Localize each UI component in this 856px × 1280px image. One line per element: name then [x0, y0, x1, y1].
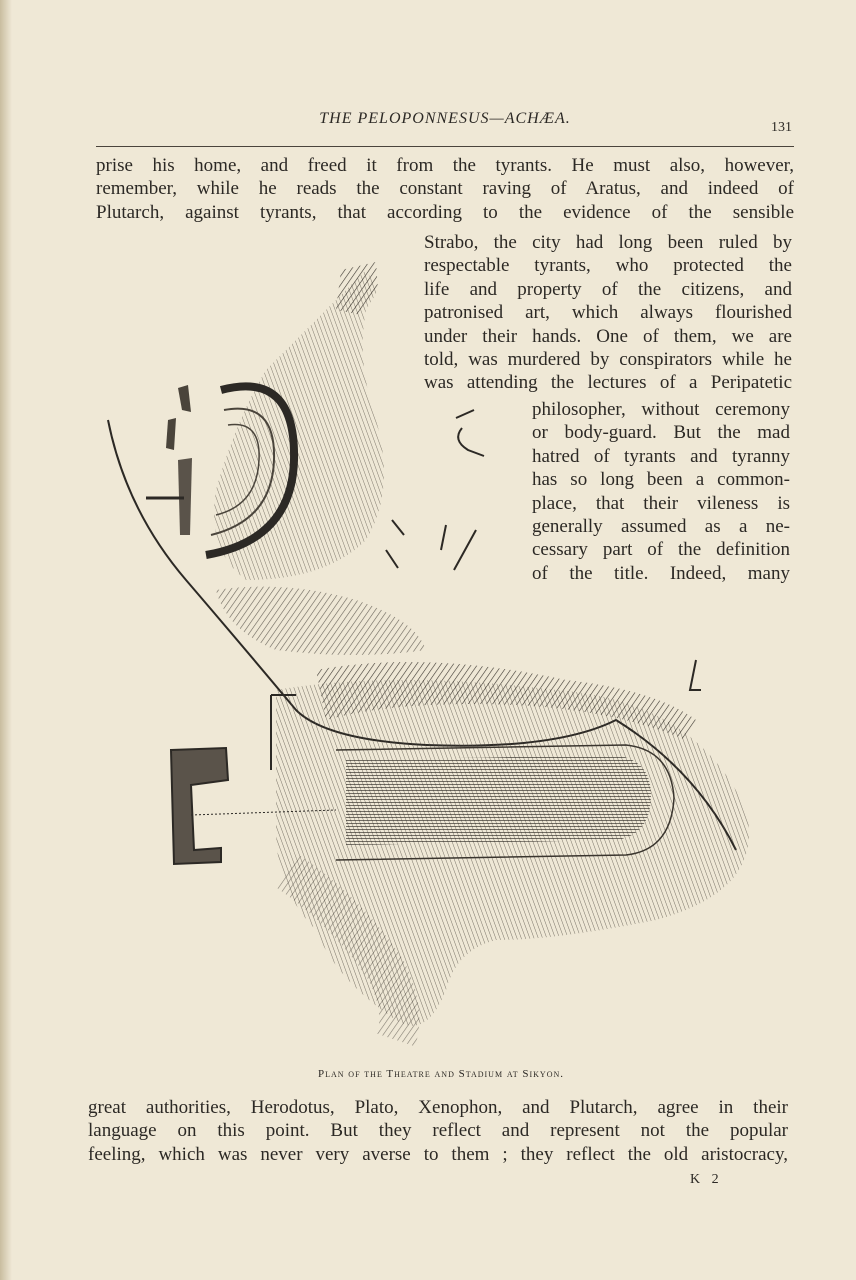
ruin-bracket [171, 748, 228, 864]
text-line: feeling, which was never very averse to them ; they reflect the old aristocracy, [88, 1143, 788, 1165]
text-line: respectable tyrants, who protected the [424, 255, 792, 277]
text-line: philosopher, without ceremony [532, 399, 790, 420]
text-line: Strabo, the city had long been ruled by [424, 232, 792, 253]
text-line: or body-guard. But the mad [532, 422, 790, 444]
text-line: was attending the lectures of a Peripatetic [424, 372, 792, 394]
running-title: THE PELOPONNESUS—ACHÆA. [319, 110, 571, 127]
text-line: has so long been a common- [532, 469, 790, 491]
text-line: cessary part of the definition [532, 539, 790, 561]
text-line: Plutarch, against tyrants, that according to the evidence of the sensible [96, 201, 794, 223]
theatre-stadium-plan-illustration [96, 250, 786, 1060]
page-edge [0, 0, 12, 1280]
figure-caption: Plan of the Theatre and Stadium at Sikyon. [318, 1068, 564, 1080]
running-head [96, 106, 794, 147]
text-line: generally assumed as a ne- [532, 516, 790, 538]
body-text-top [96, 154, 794, 224]
text-line: remember, while he reads the constant raving of Aratus, and indeed of [96, 178, 794, 200]
text-line: language on this point. But they reflect and represent not the popular [88, 1120, 788, 1142]
text-line: hatred of tyrants and tyranny [532, 445, 790, 467]
body-text-bottom [88, 1096, 788, 1166]
text-line: told, was murdered by conspirators while he [424, 349, 792, 371]
text-line: prise his home, and freed it from the tyrants. He must also, however, [96, 155, 794, 176]
ruin-fragment [178, 385, 191, 412]
text-line: place, that their vileness is [532, 492, 790, 514]
text-line: under their hands. One of them, we are [424, 325, 792, 347]
stadium-track [346, 755, 651, 845]
text-line: of the title. Indeed, many [532, 562, 790, 584]
text-line: great authorities, Herodotus, Plato, Xenophon, and Plutarch, agree in their [88, 1097, 788, 1118]
text-line: patronised art, which always flourished [424, 302, 792, 324]
signature-mark: K 2 [690, 1172, 723, 1187]
theatre-upper-rocks [336, 262, 378, 315]
text-line: life and property of the citizens, and [424, 278, 792, 300]
page-number: 131 [771, 120, 792, 135]
middle-slope [216, 587, 426, 655]
